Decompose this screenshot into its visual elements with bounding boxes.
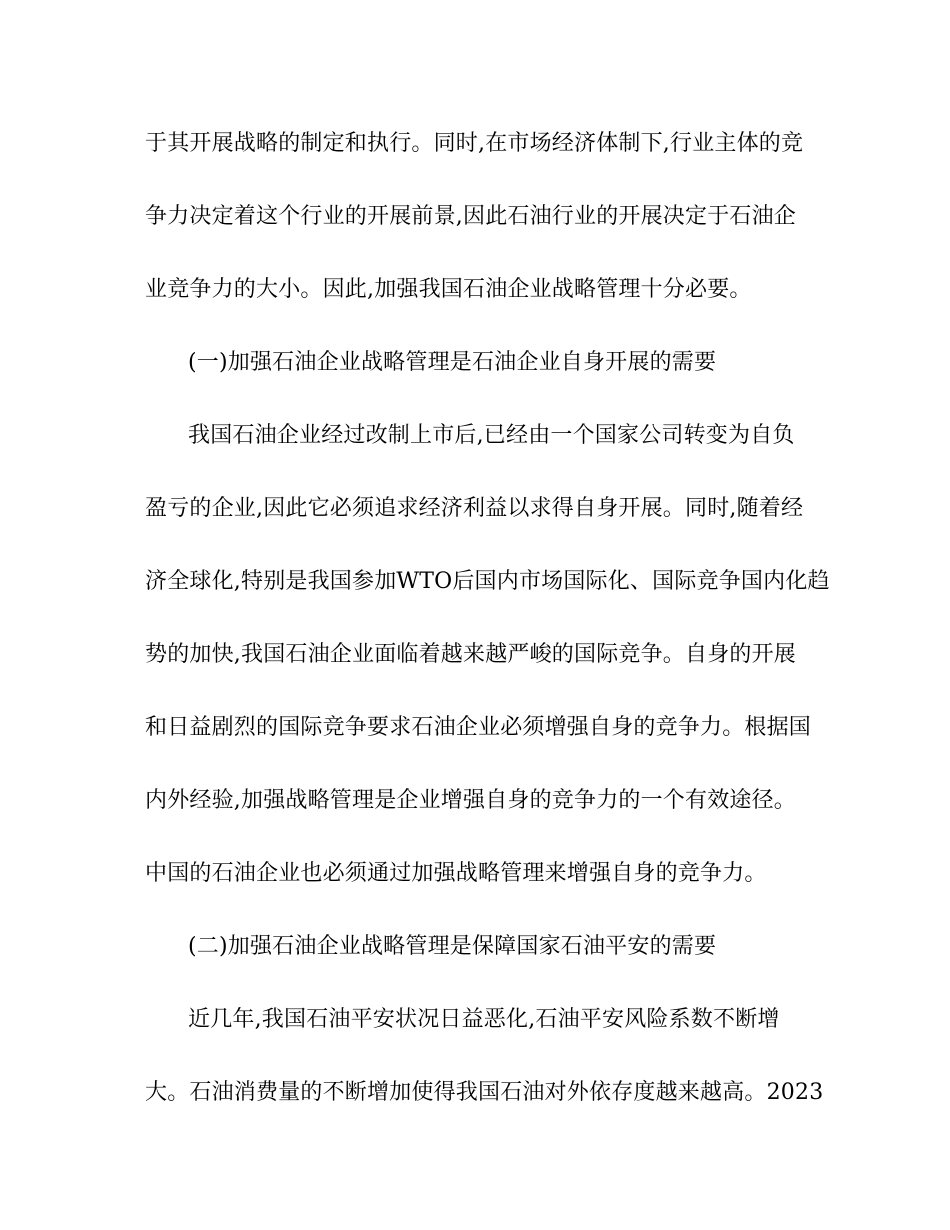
paragraph-line: 势的加快,我国石油企业面临着越来越严峻的国际竞争。自身的开展 bbox=[145, 642, 796, 667]
paragraph-line: 于其开展战略的制定和执行。同时,在市场经济体制下,行业主体的竞 bbox=[145, 131, 804, 156]
paragraph-line: 盈亏的企业,因此它必须追求经济利益以求得自身开展。同时,随着经 bbox=[145, 496, 804, 521]
paragraph-line: 争力决定着这个行业的开展前景,因此石油行业的开展决定于石油企 bbox=[145, 204, 796, 229]
section-heading: (一)加强石油企业战略管理是石油企业自身开展的需要 bbox=[188, 350, 717, 375]
paragraph-line: 济全球化,特别是我国参加WTO后国内市场国际化、国际竞争国内化趋 bbox=[145, 569, 830, 594]
section-heading: (二)加强石油企业战略管理是保障国家石油平安的需要 bbox=[188, 934, 717, 959]
paragraph-line: 近几年,我国石油平安状况日益恶化,石油平安风险系数不断增 bbox=[188, 1007, 780, 1032]
paragraph-line: 我国石油企业经过改制上市后,已经由一个国家公司转变为自负 bbox=[188, 423, 795, 448]
paragraph-line: 大。石油消费量的不断增加使得我国石油对外依存度越来越高。2023 bbox=[145, 1080, 824, 1105]
paragraph-line: 业竞争力的大小。因此,加强我国石油企业战略管理十分必要。 bbox=[145, 277, 752, 302]
paragraph-line: 和日益剧烈的国际竞争要求石油企业必须增强自身的竞争力。根据国 bbox=[145, 715, 812, 740]
paragraph-line: 中国的石油企业也必须通过加强战略管理来增强自身的竞争力。 bbox=[145, 861, 767, 886]
paragraph-line: 内外经验,加强战略管理是企业增强自身的竞争力的一个有效途径。 bbox=[145, 788, 796, 813]
